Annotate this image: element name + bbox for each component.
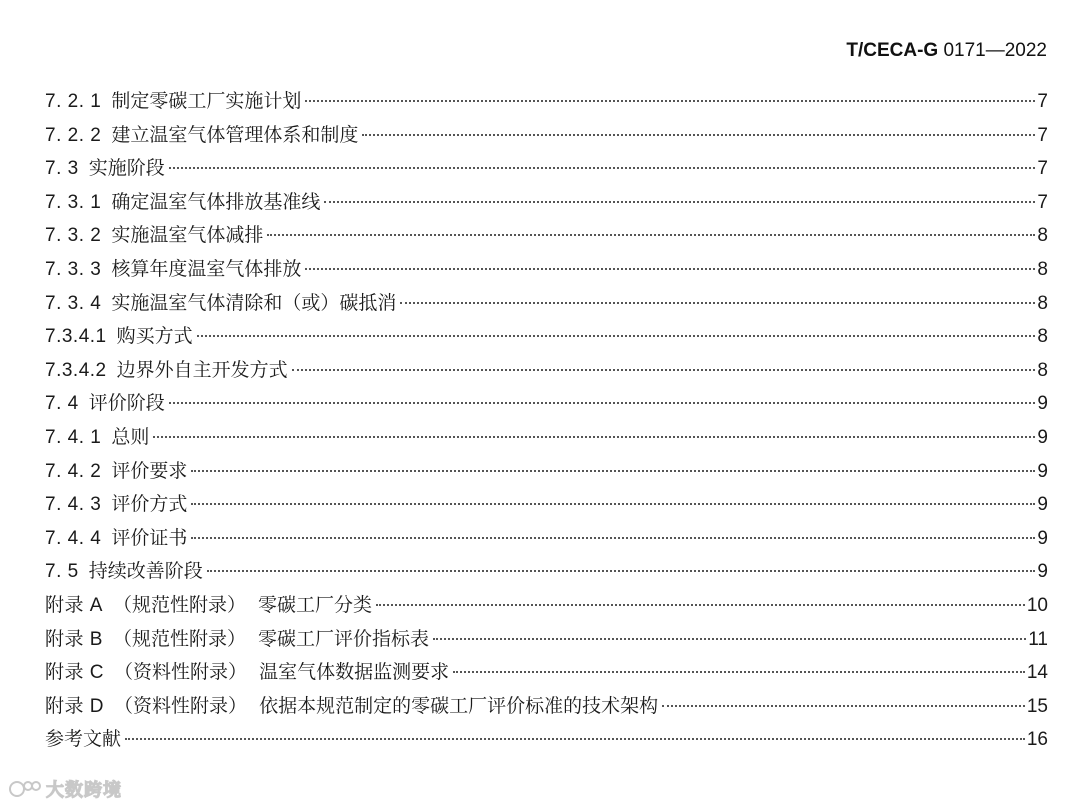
toc-entry-number: 附录 C	[45, 662, 105, 684]
toc-entry-number: 7. 5	[45, 561, 79, 583]
toc-entry-label	[45, 152, 167, 186]
toc-dot-leader	[362, 134, 1035, 136]
toc-entry-number: 附录 A	[45, 594, 103, 616]
toc-entry[interactable]	[45, 119, 1048, 153]
toc-entry-number: 7.3.4.1	[45, 326, 107, 348]
toc-entry[interactable]	[45, 589, 1048, 623]
toc-dot-leader	[376, 604, 1025, 606]
toc-entry-page-number: 9	[1037, 426, 1048, 448]
toc-entry[interactable]	[45, 320, 1048, 354]
toc-entry[interactable]	[45, 287, 1048, 321]
toc-entry-page-number: 8	[1037, 258, 1048, 280]
toc-entry-number: 7. 4. 1	[45, 426, 102, 448]
toc-dot-leader	[305, 268, 1035, 270]
toc-entry[interactable]	[45, 253, 1048, 287]
toc-entry-page-number: 8	[1037, 225, 1048, 247]
toc-dot-leader	[169, 402, 1036, 404]
toc-entry-page-number: 11	[1028, 628, 1048, 650]
toc-entry[interactable]	[45, 421, 1048, 455]
toc-entry-number: 附录 D	[45, 695, 105, 717]
toc-entry-title: （规范性附录） 零碳工厂分类	[112, 593, 373, 616]
toc-entry-page-number: 7	[1037, 158, 1048, 180]
toc-entry-number: 7. 4	[45, 393, 79, 415]
toc-entry-label	[45, 555, 205, 589]
toc-entry-title: 实施温室气体减排	[111, 224, 264, 247]
toc-entry[interactable]	[45, 387, 1048, 421]
toc-entry[interactable]	[45, 522, 1048, 556]
toc-entry-title: 购买方式	[116, 325, 193, 348]
toc-entry-page-number: 9	[1037, 460, 1048, 482]
toc-dot-leader	[153, 436, 1035, 438]
toc-entry-number: 7. 3. 2	[45, 225, 102, 247]
toc-entry-page-number: 9	[1037, 393, 1048, 415]
toc-dot-leader	[207, 570, 1036, 572]
toc-entry-label	[45, 690, 660, 724]
toc-entry-page-number: 9	[1037, 494, 1048, 516]
watermark-text: 大数跨境	[46, 780, 122, 801]
toc-entry-label	[45, 219, 265, 253]
toc-dot-leader	[191, 537, 1035, 539]
toc-entry-title: 参考文献	[45, 728, 122, 751]
toc-entry[interactable]	[45, 723, 1048, 757]
toc-dot-leader	[400, 302, 1035, 304]
toc-entry-label	[45, 253, 303, 287]
toc-entry-label	[45, 589, 374, 623]
toc-entry-label	[45, 320, 195, 354]
toc-entry[interactable]	[45, 85, 1048, 119]
toc-entry-label	[45, 656, 451, 690]
toc-dot-leader	[662, 705, 1025, 707]
toc-entry-page-number: 8	[1037, 292, 1048, 314]
toc-entry[interactable]	[45, 623, 1048, 657]
toc-entry-number: 7. 4. 3	[45, 494, 102, 516]
toc-entry[interactable]	[45, 656, 1048, 690]
toc-dot-leader	[324, 201, 1035, 203]
toc-entry-title: 边界外自主开发方式	[116, 358, 288, 381]
toc-entry-label	[45, 522, 189, 556]
toc-entry-label	[45, 85, 303, 119]
toc-entry-label	[45, 287, 398, 321]
toc-dot-leader	[191, 470, 1035, 472]
toc-entry-title: 核算年度温室气体排放	[111, 257, 302, 280]
toc-entry-label	[45, 723, 123, 757]
toc-dot-leader	[292, 369, 1036, 371]
toc-dot-leader	[197, 335, 1036, 337]
toc-entry-page-number: 7	[1037, 124, 1048, 146]
toc-entry-number: 7. 3. 3	[45, 258, 102, 280]
toc-entry-page-number: 8	[1037, 326, 1048, 348]
table-of-contents	[45, 85, 1048, 757]
toc-entry-number: 附录 B	[45, 628, 103, 650]
toc-entry-label	[45, 488, 189, 522]
toc-entry-title: 持续改善阶段	[88, 560, 203, 583]
toc-dot-leader	[267, 234, 1035, 236]
toc-entry[interactable]	[45, 690, 1048, 724]
toc-entry-title: 评价方式	[111, 493, 188, 516]
toc-dot-leader	[169, 167, 1036, 169]
toc-entry-title: 确定温室气体排放基准线	[111, 190, 321, 213]
toc-entry[interactable]	[45, 152, 1048, 186]
toc-entry-page-number: 7	[1037, 91, 1048, 112]
toc-entry-number: 7. 2. 2	[45, 124, 102, 146]
standard-prefix: T/CECA-G	[846, 40, 939, 61]
toc-entry-label	[45, 455, 189, 489]
toc-entry-page-number: 8	[1037, 359, 1048, 381]
toc-entry-title: 实施阶段	[88, 157, 165, 180]
toc-dot-leader	[453, 671, 1025, 673]
toc-entry-page-number: 10	[1026, 594, 1048, 616]
toc-entry-number: 7. 3. 1	[45, 191, 102, 213]
toc-entry-title: 评价证书	[111, 526, 188, 549]
toc-entry-page-number: 16	[1026, 729, 1048, 751]
toc-dot-leader	[305, 100, 1035, 102]
toc-entry-title: 评价要求	[111, 459, 188, 482]
toc-entry-title: （规范性附录） 零碳工厂评价指标表	[112, 627, 430, 650]
toc-entry-label	[45, 354, 290, 388]
toc-entry-title: 总则	[111, 425, 150, 448]
toc-dot-leader	[433, 638, 1026, 640]
toc-entry-title: 制定零碳工厂实施计划	[111, 90, 302, 112]
toc-entry-page-number: 9	[1037, 561, 1048, 583]
toc-entry-label	[45, 186, 322, 220]
toc-entry[interactable]	[45, 354, 1048, 388]
toc-entry-title: 建立温室气体管理体系和制度	[111, 123, 359, 146]
toc-entry-number: 7.3.4.2	[45, 359, 107, 381]
toc-entry-number: 7. 3. 4	[45, 292, 102, 314]
watermark	[8, 776, 122, 802]
toc-entry-title: 实施温室气体清除和（或）碳抵消	[111, 291, 397, 314]
toc-entry-title: （资料性附录） 温室气体数据监测要求	[114, 661, 450, 684]
toc-entry-title: （资料性附录） 依据本规范制定的零碳工厂评价标准的技术架构	[114, 694, 659, 717]
toc-entry[interactable]	[45, 455, 1048, 489]
brand-logo-icon	[8, 778, 42, 800]
toc-entry-title: 评价阶段	[88, 392, 165, 415]
toc-dot-leader	[125, 738, 1025, 740]
toc-entry-number: 7. 4. 2	[45, 460, 102, 482]
toc-entry-label	[45, 119, 360, 153]
toc-entry-number: 7. 4. 4	[45, 527, 102, 549]
standard-number: 0171—2022	[938, 40, 1047, 61]
toc-entry-label	[45, 421, 151, 455]
toc-entry-number: 7. 2. 1	[45, 91, 102, 112]
toc-entry-page-number: 15	[1026, 695, 1048, 717]
toc-entry-number: 7. 3	[45, 158, 79, 180]
document-standard-code	[846, 40, 1047, 62]
toc-entry[interactable]	[45, 488, 1048, 522]
toc-entry-label	[45, 623, 431, 657]
toc-entry[interactable]	[45, 555, 1048, 589]
toc-entry-page-number: 7	[1037, 191, 1048, 213]
toc-entry-page-number: 14	[1026, 662, 1048, 684]
toc-entry[interactable]	[45, 186, 1048, 220]
toc-entry[interactable]	[45, 219, 1048, 253]
toc-dot-leader	[191, 503, 1035, 505]
toc-entry-page-number: 9	[1037, 527, 1048, 549]
toc-entry-label	[45, 387, 167, 421]
